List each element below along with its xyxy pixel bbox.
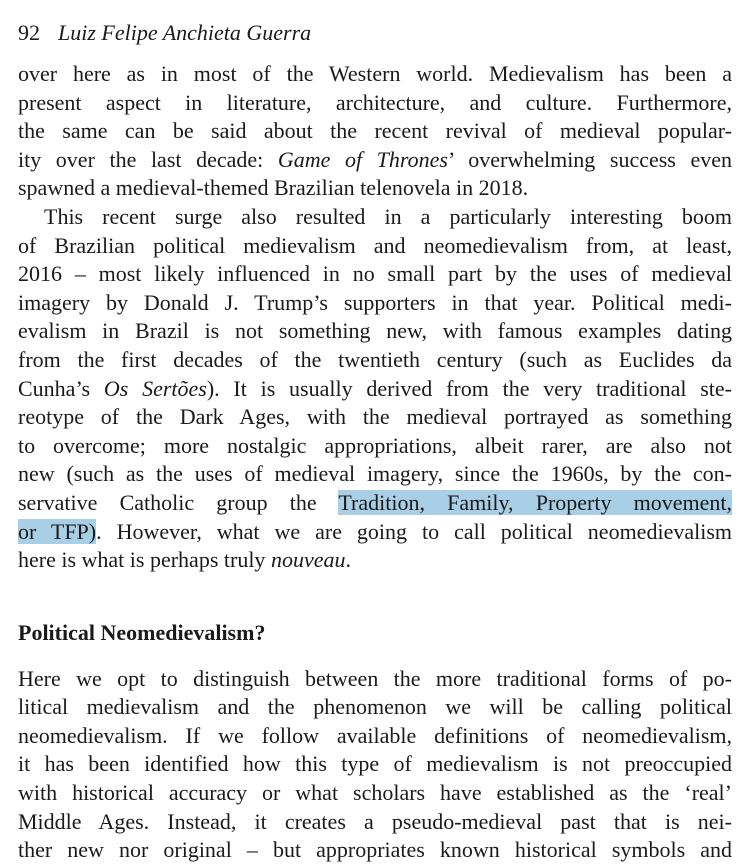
text-line: 2016 – most likely influenced in no small part by the uses of medieval [18,261,732,287]
paragraph [18,203,732,575]
italic-title: Os Sertões [103,375,207,401]
text-line: from the first decades of the twentieth century (such as Euclides da [18,346,732,372]
section-heading: Political Neomedievalism? [18,619,266,645]
text-line: Middle Ages. Instead, it creates a pseudo-medieval past that is nei- [18,808,732,834]
paragraph [18,60,732,203]
text-line: evalism in Brazil is not something new, with famous examples dating [18,318,732,344]
paragraph [18,665,732,865]
text-line: This recent surge also resulted in a particularly interesting boom [44,203,732,229]
text-line: here is what is perhaps truly nouveau. [18,547,351,573]
text-line: litical medievalism and the phenomenon we will be calling political [18,694,732,720]
text-line: neomedievalism. If we follow available definitions of neomedievalism, [18,722,732,748]
text-line: over here as in most of the Western world. Medievalism has been a [18,61,732,86]
text-line: ther new nor original – but appropriates known historical symbols and [18,837,732,863]
text-line: of Brazilian political medievalism and neomedievalism from, at least, [18,232,732,258]
running-head [18,18,732,48]
text-line: ity over the last decade: Game of Thrones’ overwhelming success even [18,146,732,172]
running-head-author: Luiz Felipe Anchieta Guerra [58,20,312,45]
text-line: the same can be said about the recent revival of medieval popular- [18,118,732,144]
page-number: 92 [18,20,40,45]
text-line: Cunha’s Os Sertões). It is usually derived from the very traditional ste- [18,375,732,401]
text-line: it has been identified how this type of medievalism is not preoccupied [18,751,732,777]
text-line: spawned a medieval-themed Brazilian telenovela in 2018. [18,175,529,201]
text-line: new (such as the uses of medieval imagery, since the 1960s, by the con- [18,461,732,487]
text-line: or TFP). However, what we are going to call political neomedievalism [18,518,732,544]
italic-title: Game of Thrones [277,146,448,172]
text-selection-highlight[interactable]: Tradition, Family, Property movement, [338,489,732,515]
text-line: servative Catholic group the Tradition, Family, Property movement, [18,489,732,515]
italic-word: nouveau [270,547,346,573]
text-line: imagery by Donald J. Trump’s supporters in that year. Political medi- [18,289,732,315]
text-line: present aspect in literature, architecture, and culture. Furthermore, [18,89,732,115]
book-page [18,18,732,865]
text-line: reotype of the Dark Ages, with the medieval portrayed as something [18,404,732,430]
text-line: with historical accuracy or what scholars have established as the ‘real’ [18,780,732,806]
text-line: to overcome; more nostalgic appropriations, albeit rarer, are also not [18,432,732,458]
text-selection-highlight[interactable]: or TFP) [18,518,97,544]
text-line: Here we opt to distinguish between the more traditional forms of po- [18,665,732,691]
body-text [18,60,732,575]
